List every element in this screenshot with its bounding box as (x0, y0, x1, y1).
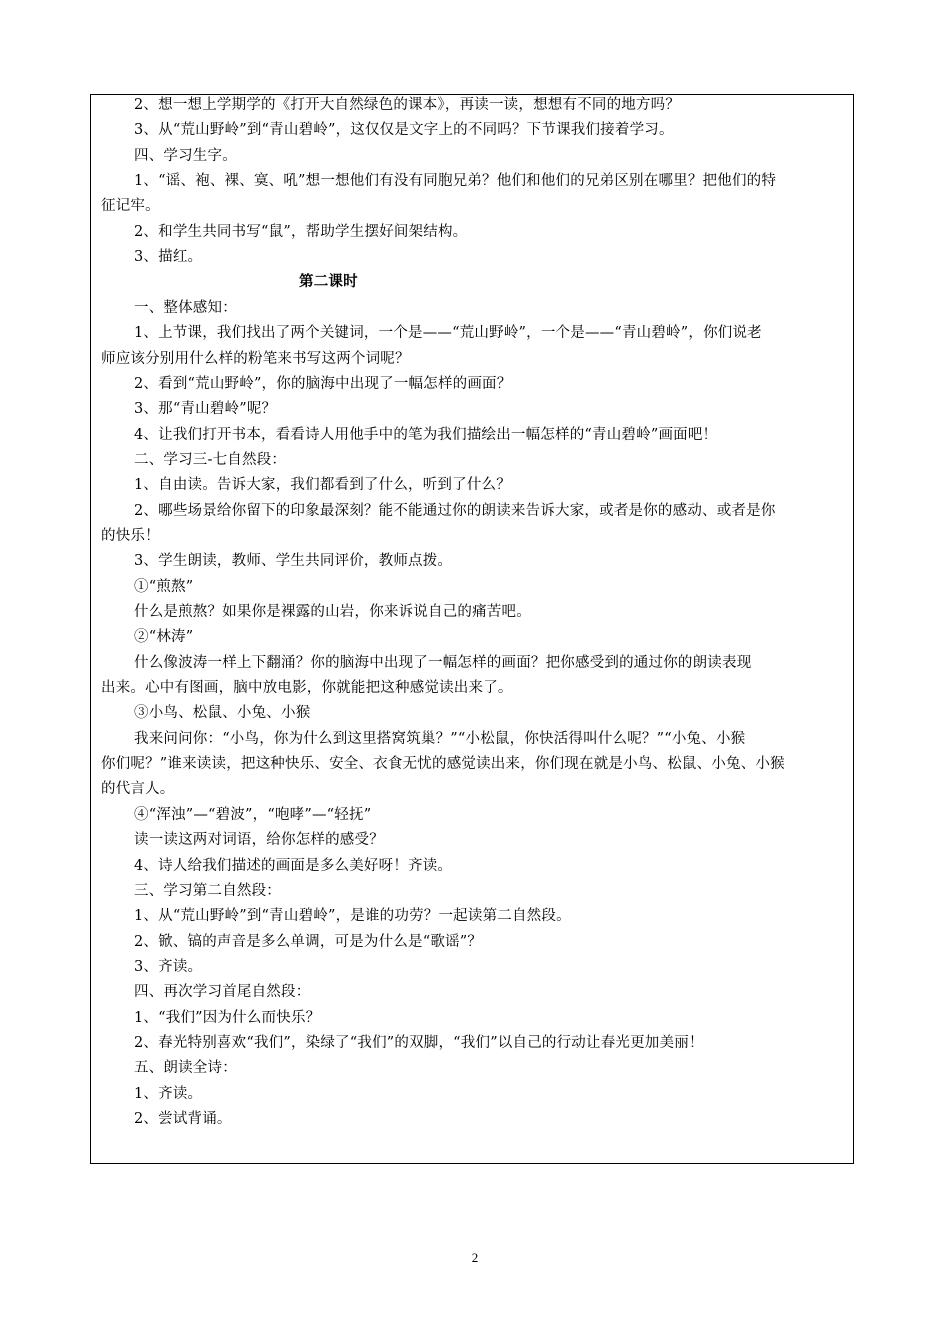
text-line: 四、再次学习首尾自然段： (134, 984, 311, 1001)
text-line: 4、诗人给我们描述的画面是多么美好呀！齐读。 (134, 857, 453, 874)
text-line: 你们呢？”谁来读读，把这种快乐、安全、衣食无忧的感觉读出来，你们现在就是小鸟、松鼠、小兔、小猴 (101, 756, 785, 773)
text-line: 3、齐读。 (134, 958, 203, 975)
section-heading: 第二课时 (299, 273, 358, 291)
text-line: 3、从“荒山野岭”到“青山碧岭”，这仅仅是文字上的不同吗？下节课我们接着学习。 (134, 122, 674, 139)
text-line: ①“煎熬” (134, 578, 194, 595)
text-line: 1、“谣、袍、裸、寞、吼”想一想他们有没有同胞兄弟？他们和他们的兄弟区别在哪里？把他们的特 (134, 173, 777, 190)
text-line: 征记牢。 (101, 198, 160, 215)
text-line: ③小鸟、松鼠、小兔、小猴 (134, 705, 311, 722)
page-number: 2 (471, 1250, 479, 1265)
text-line: 师应该分别用什么样的粉笔来书写这两个词呢？ (101, 350, 410, 367)
text-line: 出来。心中有图画，脑中放电影，你就能把这种感觉读出来了。 (101, 680, 513, 697)
text-line: 2、春光特别喜欢“我们”，染绿了“我们”的双脚，“我们”以自己的行动让春光更加美丽！ (134, 1034, 704, 1051)
text-line: 2、和学生共同书写“鼠”，帮助学生摆好间架结构。 (134, 223, 468, 240)
text-line: 三、学习第二自然段： (134, 882, 281, 899)
text-line: 2、想一想上学期学的《打开大自然绿色的课本》，再读一读，想想有不同的地方吗？ (134, 97, 681, 113)
text-line: 的快乐！ (101, 527, 160, 544)
text-line: 一、整体感知： (134, 299, 237, 316)
text-line: 什么像波涛一样上下翻涌？你的脑海中出现了一幅怎样的画面？把你感受到的通过你的朗读表现 (134, 654, 752, 671)
text-line: 4、让我们打开书本，看看诗人用他手中的笔为我们描绘出一幅怎样的“青山碧岭”画面吧！ (134, 426, 718, 443)
text-line: 1、上节课，我们找出了两个关键词，一个是——“荒山野岭”，一个是——“青山碧岭”，你们说老 (134, 325, 762, 342)
text-line: 二、学习三-七自然段： (134, 451, 287, 468)
text-line: 3、学生朗读，教师、学生共同评价，教师点拨。 (134, 553, 453, 570)
text-line: 2、哪些场景给你留下的印象最深刻？能不能通过你的朗读来告诉大家，或者是你的感动、或者是你 (134, 502, 776, 519)
text-line: 2、尝试背诵。 (134, 1111, 232, 1127)
text-line: 2、看到“荒山野岭”，你的脑海中出现了一幅怎样的画面？ (134, 375, 512, 392)
lesson-plan-frame (90, 94, 854, 1164)
text-line: ④“浑浊”—“碧波”，“咆哮”—“轻抚” (134, 806, 372, 823)
text-line: 3、描红。 (134, 249, 203, 266)
text-line: 我来问问你：“小鸟，你为什么到这里搭窝筑巢？”“小松鼠，你快活得叫什么呢？”“小兔、小猴 (134, 730, 746, 747)
text-line: 五、朗读全诗： (134, 1060, 237, 1077)
text-line: 1、从“荒山野岭”到“青山碧岭”，是谁的功劳？一起读第二自然段。 (134, 908, 571, 925)
text-line: 的代言人。 (101, 781, 175, 798)
text-line: 1、“我们”因为什么而快乐？ (134, 1009, 321, 1026)
text-line: 2、锨、镐的声音是多么单调，可是为什么是“歌谣”？ (134, 933, 483, 950)
text-line: 读一读这两对词语，给你怎样的感受？ (134, 832, 384, 849)
text-line: 四、学习生字。 (134, 147, 237, 164)
text-line: 3、那“青山碧岭”呢？ (134, 401, 277, 418)
text-line: 什么是煎熬？如果你是裸露的山岩，你来诉说自己的痛苦吧。 (134, 604, 531, 620)
text-line: 1、齐读。 (134, 1085, 203, 1102)
text-line: ②“林涛” (134, 629, 194, 646)
text-line: 1、自由读。告诉大家，我们都看到了什么，听到了什么？ (134, 477, 511, 494)
